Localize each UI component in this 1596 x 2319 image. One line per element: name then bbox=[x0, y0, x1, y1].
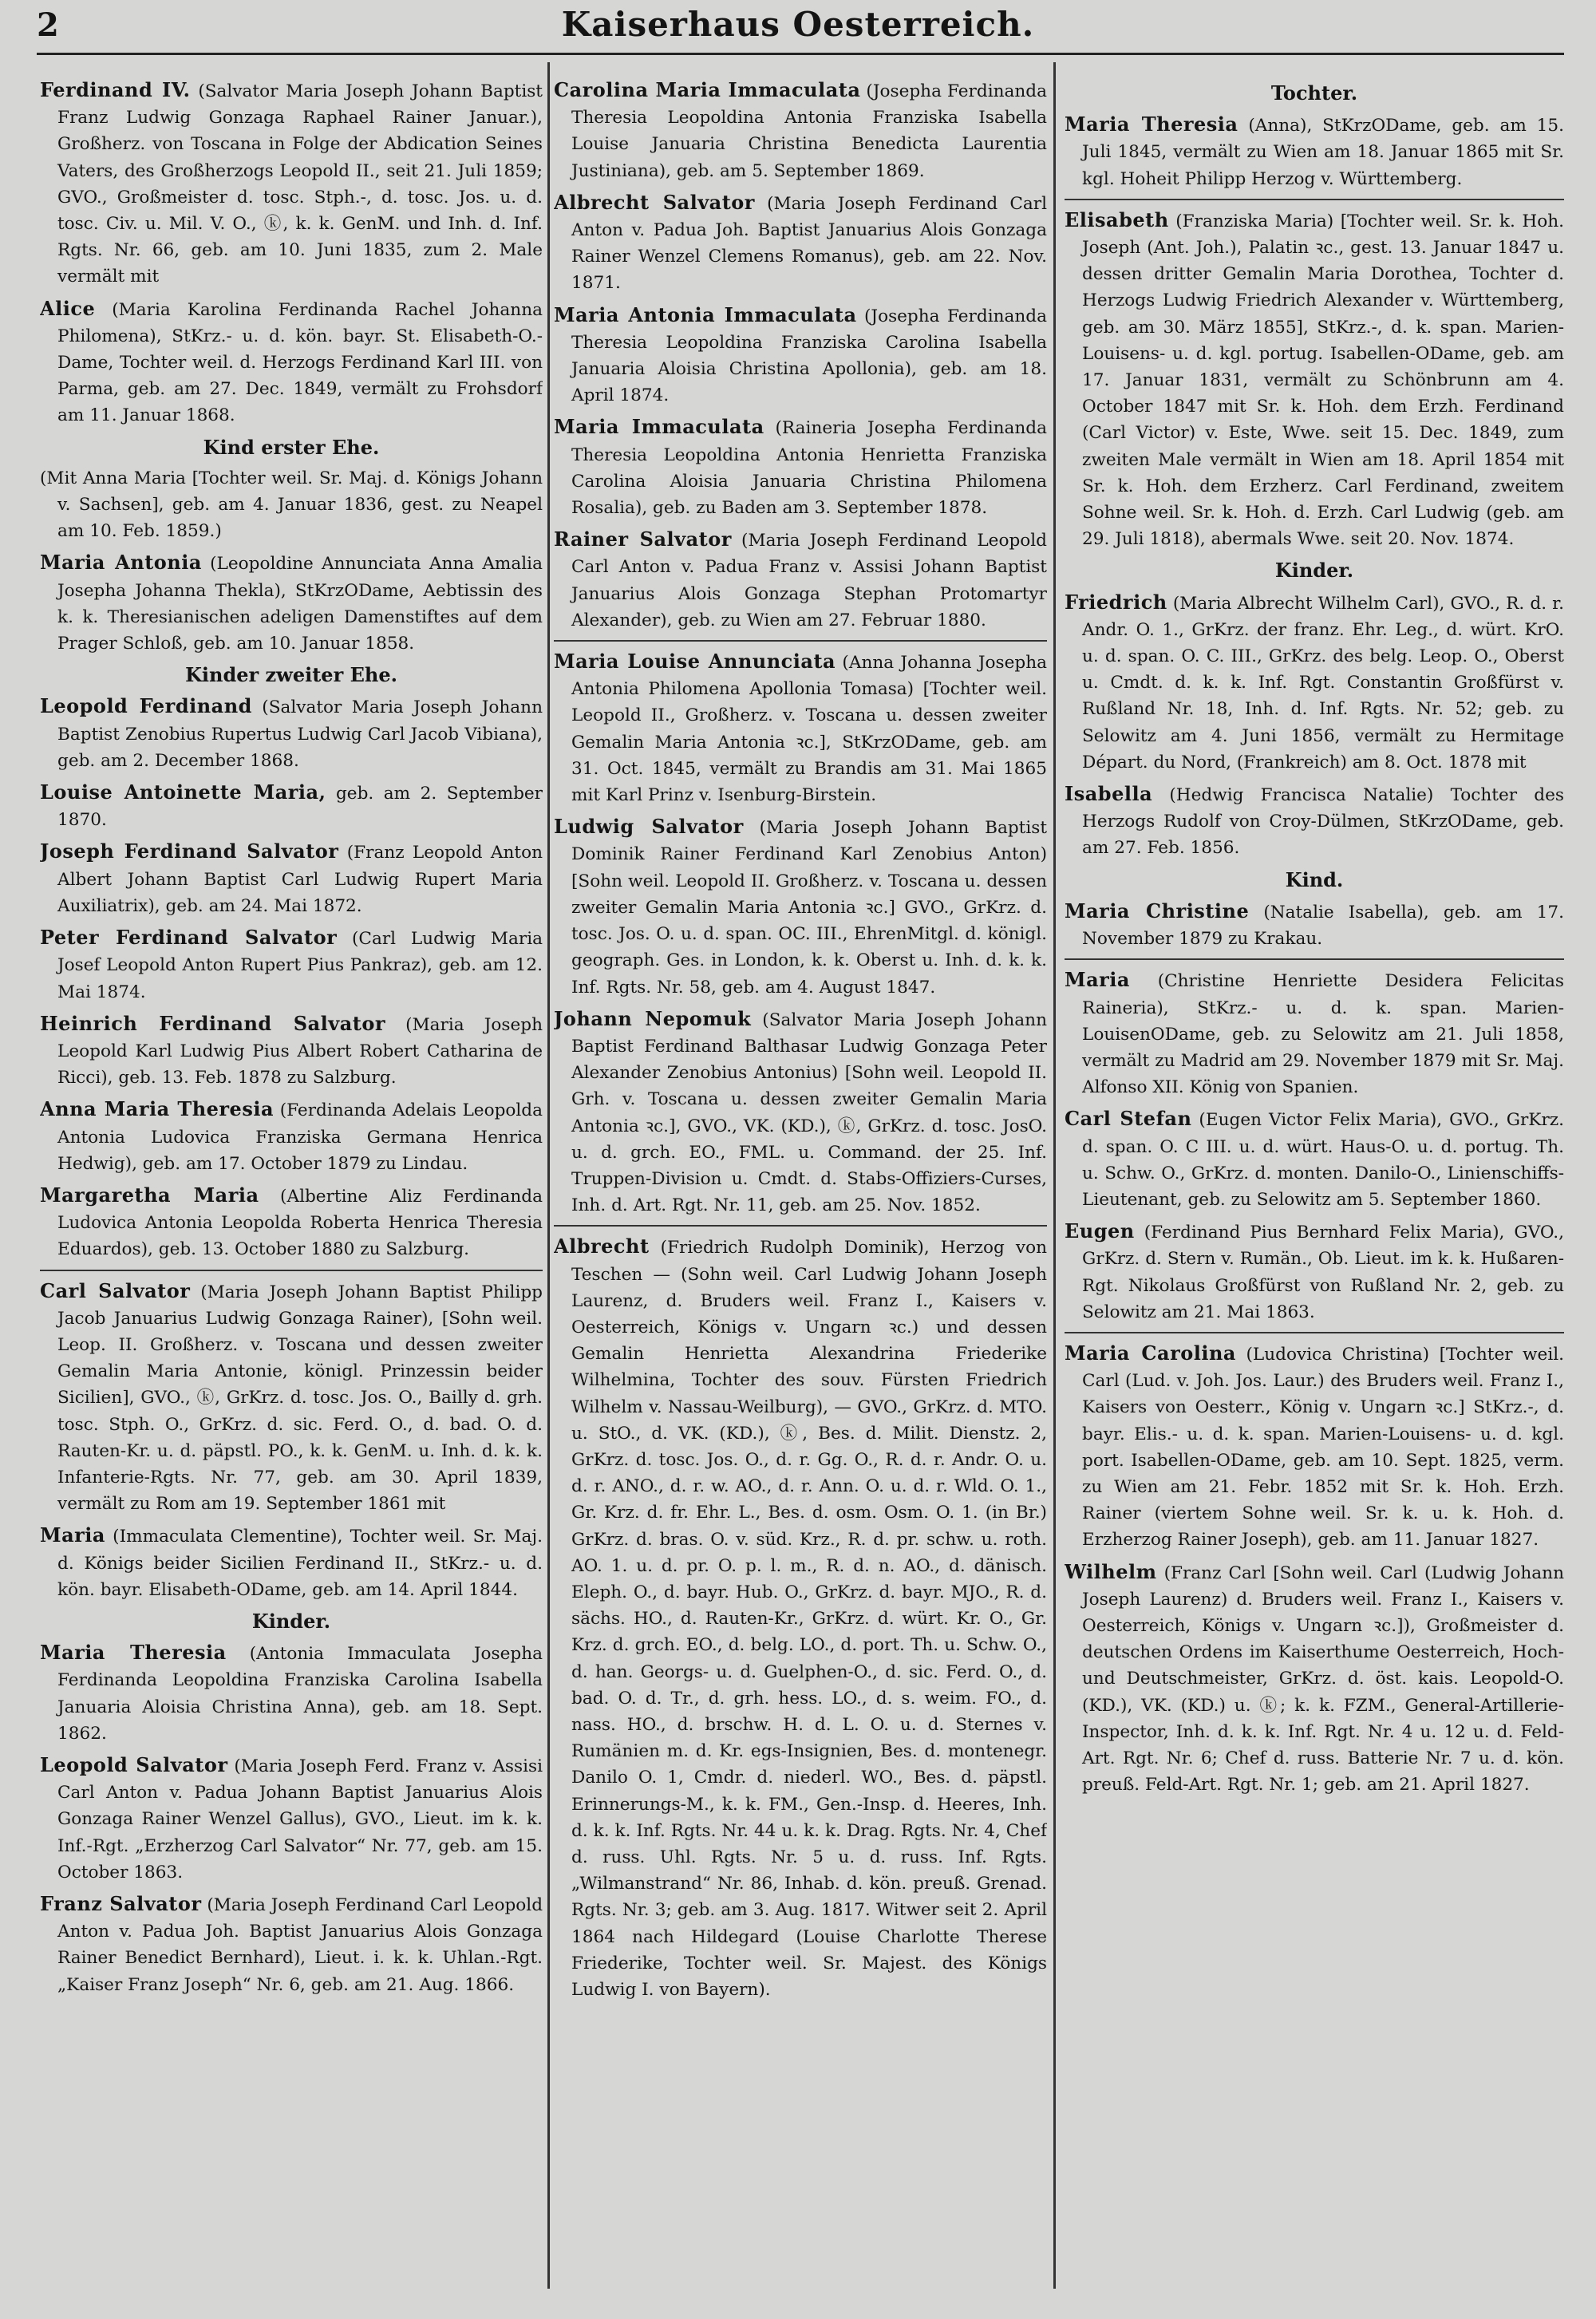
column-left bbox=[40, 77, 543, 2279]
entry-name: Ludwig Salvator bbox=[554, 815, 744, 839]
genealogy-entry bbox=[40, 549, 543, 657]
column-right bbox=[1065, 77, 1564, 2279]
entry-name: Maria Theresia bbox=[40, 1641, 227, 1665]
entry-name: Carl Stefan bbox=[1065, 1107, 1192, 1131]
entry-text: (Maria Albrecht Wilhelm Carl), GVO., R. d. r. Andr. O. 1., GrKrz. der franz. Ehr. Leg., d. würt. KrO. u. d. span. O. C. III., GrKrz. des belg. Leop. O., Oberst u. Cmdt. d. k. k. Inf. Rgt. Constantin Großfürst v. Rußland Nr. 18, Inh. d. Inf. Rgts. Nr. 52; geb. zu Selowitz am 4. Juni 1856, vermält zu Hermitage Départ. du Nord, (Frankreich) am 8. Oct. 1878 mit bbox=[1082, 593, 1564, 772]
entry-text: (Maria Joseph Ferdinand Carl Leopold Anton v. Padua Joh. Baptist Januarius Alois Gonzaga Rainer Benedict Bernhard), Lieut. i. k. k. Uhlan.-Rgt. „Kaiser Franz Joseph“ Nr. 6, geb. am 21. Aug. 1866. bbox=[57, 1895, 543, 1995]
entry-text: (Franz Leopold Anton Albert Johann Baptist Carl Ludwig Rupert Maria Auxiliatrix), geb. am 24. Mai 1872. bbox=[57, 843, 543, 916]
page-number: 2 bbox=[37, 6, 59, 44]
entry-name: Joseph Ferdinand Salvator bbox=[40, 840, 339, 863]
entry-text: (Mit Anna Maria [Tochter weil. Sr. Maj. d. Königs Johann v. Sachsen], geb. am 4. Januar 1836, gest. zu Neapel am 10. Feb. 1859.) bbox=[40, 468, 543, 542]
entry-text: geb. am 2. September 1870. bbox=[57, 784, 543, 831]
entry-name: Carl Salvator bbox=[40, 1278, 191, 1302]
genealogy-entry bbox=[554, 1005, 1047, 1219]
genealogy-entry bbox=[554, 77, 1047, 184]
genealogy-entry bbox=[40, 1522, 543, 1603]
genealogy-entry bbox=[554, 648, 1047, 808]
entry-text: (Josepha Ferdinanda Theresia Leopoldina Franziska Carolina Isabella Januaria Aloisia Christina Apollonia), geb. am 18. April 1874. bbox=[571, 306, 1047, 406]
genealogy-entry bbox=[1065, 966, 1564, 1100]
entry-text: (Salvator Maria Joseph Johann Baptist Franz Ludwig Gonzaga Raphael Rainer Januar.), Großherz. von Toscana in Folge der Abdication Seines Vaters, des Großherzogs Leopold II., seit 21. Juli 1859; GVO., Großmeister d. tosc. Stph.-, d. tosc. Jos. u. d. tosc. Civ. u. Mil. V. O., ⓚ, k. k. GenM. und Inh. d. Inf. Rgts. Nr. 66, geb. am 10. Juni 1835, zum 2. Male vermält mit bbox=[57, 81, 543, 287]
entry-name: Peter Ferdinand Salvator bbox=[40, 926, 338, 950]
entry-name: Alice bbox=[40, 296, 96, 320]
entry-name: Franz Salvator bbox=[40, 1892, 202, 1915]
entry-divider bbox=[1065, 199, 1564, 200]
section-heading: Kinder. bbox=[251, 1609, 331, 1633]
genealogy-entry bbox=[1065, 1105, 1564, 1213]
page-header bbox=[0, 0, 1596, 64]
entry-divider bbox=[1065, 958, 1564, 960]
entry-text: (Maria Karolina Ferdinanda Rachel Johanna Philomena), StKrz.- u. d. kön. bayr. St. Elisabeth-O.-Dame, Tochter weil. d. Herzogs Ferdinand Karl III. von Parma, geb. am 27. Dec. 1849, vermält zu Frohsdorf am 11. Januar 1868. bbox=[57, 299, 543, 426]
genealogy-entry bbox=[40, 693, 543, 774]
section-heading: Kind. bbox=[1285, 867, 1344, 891]
entry-name: Wilhelm bbox=[1065, 1559, 1157, 1583]
entry-name: Elisabeth bbox=[1065, 207, 1169, 231]
genealogy-entry bbox=[40, 295, 543, 429]
entry-name: Isabella bbox=[1065, 782, 1153, 806]
entry-name: Rainer Salvator bbox=[554, 527, 732, 551]
entry-text: (Friedrich Rudolph Dominik), Herzog von Teschen — (Sohn weil. Carl Ludwig Johann Joseph Laurenz, d. Bruders weil. Franz I., Kaisers v. Oesterreich, Königs v. Ungarn ꝛc.) und dessen Gemalin Henrietta Alexandrina Friederike Wilhelmina, Tochter des souv. Fürsten Friedrich Wilhelm v. Nassau-Weilburg), — GVO., GrKrz. d. MTO. u. StO., d. VK. (KD.), ⓚ, Bes. d. Milit. Dienstz. 2, GrKrz. d. tosc. Jos. O., d. r. Gg. O., R. d. r. Andr. O. u. d. r. ANO., d. r. w. AO., d. r. Ann. O. u. d. r. Wld. O. 1., Gr. Krz. d. fr. Ehr. L., Bes. d. osm. Osm. O. 1. (in Br.) GrKrz. d. bras. O. v. süd. Krz., R. d. pr. schw. u. roth. AO. 1. u. d. pr. O. p. l. m., R. d. n. AO., d. dänisch. Eleph. O., d. bayr. Hub. O., GrKrz. d. bayr. MJO., R. d. sächs. HO., d. Rauten-Kr., GrKrz. d. würt. Kr. O., Gr. Krz. d. grch. EO., d. belg. LO., d. port. Th. u. Schw. O., d. han. Georgs- u. d. Guelphen-O., d. sic. Ferd. O., d. bad. O. d. Tr., d. grh. hess. LO., d. s. weim. FO., d. nass. HO., d. brschw. H. d. L. O. u. d. Sternes v. Rumänien m. d. Kr. egs-Insignien, Bes. d. montenegr. Danilo O. 1, Cmdr. d. niederl. WO., Bes. d. päpstl. Erinnerungs-M., k. k. FM., Gen.-Insp. d. Heeres, Inh. d. k. k. Inf. Rgts. Nr. 44 u. k. k. Drag. Rgts. Nr. 4, Chef d. russ. Uhl. Rgts. Nr. 5 u. d. russ. Inf. Rgts. „Wilmanstrand“ Nr. 86, Inhab. d. kön. preuß. Grenad. Rgts. Nr. 3; geb. am 3. Aug. 1817. Witwer seit 2. April 1864 nach Hildegard (Louise Charlotte Therese Friederike, Tochter weil. Sr. Majest. des Königs Ludwig I. von Bayern). bbox=[571, 1238, 1047, 2001]
section-heading: Tochter. bbox=[1270, 81, 1358, 105]
genealogy-entry bbox=[40, 77, 543, 290]
genealogy-entry bbox=[1065, 1218, 1564, 1325]
entry-text: (Antonia Immaculata Josepha Ferdinanda Leopoldina Franziska Carolina Isabella Januaria Aloisia Christina Anna), geb. am 18. Sept. 1862. bbox=[57, 1644, 543, 1744]
entry-text: (Hedwig Francisca Natalie) Tochter des Herzogs Rudolf von Croy-Dülmen, StKrzODame, geb. am 27. Feb. 1856. bbox=[1082, 785, 1564, 859]
entry-text: (Maria Joseph Johann Baptist Philipp Jacob Januarius Ludwig Gonzaga Rainer), [Sohn weil. Leop. II. Großherz. v. Toscana und dessen zweiter Gemalin Maria Antonie, königl. Prinzessin beider Sicilien], GVO., ⓚ, GrKrz. d. tosc. Jos. O., Bailly d. grh. tosc. Stph. O., GrKrz. d. sic. Ferd. O., d. bad. O. d. Rauten-Kr. u. d. päpstl. PO., k. k. GenM. u. Inh. d. k. k. Infanterie-Rgts. Nr. 77, geb. am 30. April 1839, vermält zu Rom am 19. September 1861 mit bbox=[57, 1282, 543, 1515]
genealogy-entry bbox=[40, 465, 543, 545]
genealogy-entry bbox=[554, 526, 1047, 634]
entry-divider bbox=[554, 1225, 1047, 1227]
entry-name: Leopold Salvator bbox=[40, 1752, 228, 1776]
entry-text: (Josepha Ferdinanda Theresia Leopoldina Antonia Franziska Isabella Louise Januaria Christina Benedicta Laurentia Justiniana), geb. am 5. September 1869. bbox=[571, 81, 1047, 181]
entry-text: (Leopoldine Annunciata Anna Amalia Josepha Johanna Thekla), StKrzODame, Aebtissin des k. k. Theresianischen adeligen Damenstiftes auf dem Prager Schloß, geb. am 10. Januar 1858. bbox=[57, 554, 543, 654]
genealogy-entry bbox=[1065, 898, 1564, 952]
genealogy-entry bbox=[40, 924, 543, 1005]
entry-name: Louise Antoinette Maria, bbox=[40, 780, 326, 804]
entry-name: Ferdinand IV. bbox=[40, 78, 191, 101]
entry-text: (Franziska Maria) [Tochter weil. Sr. k. Hoh. Joseph (Ant. Joh.), Palatin ꝛc., gest. 13. Januar 1847 u. dessen dritter Gemalin Maria Dorothea, Tochter d. Herzogs Ludwig Friedrich Alexander v. Württemberg, geb. am 30. März 1855], StKrz.-, d. k. span. Marien-Louisens- u. d. kgl. portug. Isabellen-ODame, geb. am 17. Januar 1831, vermält zu Schönbrunn am 4. October 1847 mit Sr. k. Hoh. dem Erzh. Ferdinand (Carl Victor) v. Este, Wwe. seit 15. Dec. 1849, zum zweiten Male vermält in Wien am 18. April 1854 mit Sr. k. Hoh. dem Erzherz. Carl Ferdinand, zweitem Sohne weil. Sr. k. Hoh. d. Erzh. Carl Ludwig (geb. am 29. Juli 1818), abermals Wwe. seit 20. Nov. 1874. bbox=[1082, 211, 1564, 550]
entry-text: (Eugen Victor Felix Maria), GVO., GrKrz. d. span. O. C III. u. d. würt. Haus-O. u. d. portug. Th. u. Schw. O., GrKrz. d. monten. Danilo-O., Linienschiffs-Lieutenant, geb. zu Selowitz am 5. September 1860. bbox=[1082, 1110, 1564, 1210]
page-title: Kaiserhaus Oesterreich. bbox=[561, 5, 1035, 44]
entry-text: (Maria Joseph Ferdinand Carl Anton v. Padua Joh. Baptist Januarius Alois Gonzaga Rainer Wenzel Clemens Romanus), geb. am 22. Nov. 1871. bbox=[571, 193, 1047, 294]
genealogy-entry bbox=[1065, 111, 1564, 192]
section-heading: Kinder zweiter Ehe. bbox=[185, 663, 397, 687]
entry-name: Anna Maria Theresia bbox=[40, 1097, 275, 1121]
entry-text: (Maria Joseph Leopold Karl Ludwig Pius Albert Robert Catharina de Ricci), geb. 13. Feb. 1878 zu Salzburg. bbox=[57, 1014, 543, 1088]
entry-name: Albrecht Salvator bbox=[554, 190, 755, 214]
entry-name: Maria Antonia bbox=[40, 551, 202, 575]
entry-name: Maria Louise Annunciata bbox=[554, 650, 836, 674]
entry-name: Maria Immaculata bbox=[554, 415, 764, 439]
header-rule bbox=[37, 53, 1564, 55]
entry-divider bbox=[1065, 1332, 1564, 1333]
genealogy-entry bbox=[40, 838, 543, 919]
entry-name: Maria Antonia Immaculata bbox=[554, 302, 857, 326]
entry-text: (Ludovica Christina) [Tochter weil. Carl (Lud. v. Joh. Jos. Laur.) des Bruders weil. Franz I., Kaisers von Oesterr., König v. Ungarn ꝛc.] StKrz.-, d. bayr. Elis.- u. d. k. span. Marien-Louisens- u. d. kgl. port. Isabellen-ODame, geb. am 10. Sept. 1825, verm. zu Wien am 21. Febr. 1852 mit Sr. k. Hoh. Erzh. Rainer (viertem Sohne weil. Sr. k. u. k. Hoh. d. Erzherzog Rainer Joseph), geb. am 11. Januar 1827. bbox=[1082, 1344, 1564, 1551]
genealogy-entry bbox=[1065, 1559, 1564, 1799]
entry-name: Heinrich Ferdinand Salvator bbox=[40, 1011, 386, 1035]
entry-text: (Maria Joseph Ferd. Franz v. Assisi Carl Anton v. Padua Johann Baptist Januarius Alois Gonzaga Rainer Wenzel Gallus), GVO., Lieut. im k. k. Inf.-Rgt. „Erzherzog Carl Salvator“ Nr. 77, geb. am 15. October 1863. bbox=[57, 1756, 543, 1882]
genealogy-entry bbox=[554, 189, 1047, 297]
genealogy-entry bbox=[1065, 589, 1564, 776]
genealogy-entry bbox=[554, 302, 1047, 409]
entry-divider bbox=[554, 640, 1047, 642]
entry-text: (Maria Joseph Ferdinand Leopold Carl Anton v. Padua Franz v. Assisi Johann Baptist Januarius Alois Gonzaga Stephan Protomartyr Alexander), geb. zu Wien am 27. Februar 1880. bbox=[571, 531, 1047, 630]
genealogy-entry bbox=[40, 1010, 543, 1092]
entry-text: (Christine Henriette Desidera Felicitas Raineria), StKrz.- u. d. k. span. Marien-LouisenODame, geb. zu Selowitz am 21. Juli 1858, vermält zu Madrid am 29. November 1879 mit Sr. Maj. Alfonso XII. König von Spanien. bbox=[1082, 971, 1564, 1098]
genealogy-entry bbox=[554, 413, 1047, 521]
genealogy-entry bbox=[40, 1752, 543, 1886]
column-middle bbox=[554, 77, 1047, 2279]
entry-text: (Ferdinanda Adelais Leopolda Antonia Ludovica Franziska Germana Henrica Hedwig), geb. am 17. October 1879 zu Lindau. bbox=[57, 1100, 543, 1174]
genealogy-entry bbox=[554, 1233, 1047, 2003]
genealogy-entry bbox=[1065, 1340, 1564, 1554]
entry-name: Maria bbox=[1065, 968, 1130, 992]
entry-name: Leopold Ferdinand bbox=[40, 694, 252, 718]
entry-name: Maria bbox=[40, 1523, 105, 1547]
section-heading: Kinder. bbox=[1274, 559, 1354, 583]
genealogy-entry bbox=[40, 1890, 543, 1998]
entry-name: Maria Theresia bbox=[1065, 113, 1238, 136]
entry-text: (Salvator Maria Joseph Johann Baptist Zenobius Rupertus Ludwig Carl Jacob Vibiana), geb. am 2. December 1868. bbox=[57, 697, 543, 771]
entry-name: Maria Carolina bbox=[1065, 1341, 1236, 1365]
entry-name: Johann Nepomuk bbox=[554, 1006, 752, 1030]
entry-name: Eugen bbox=[1065, 1219, 1135, 1243]
entry-text: (Ferdinand Pius Bernhard Felix Maria), GVO., GrKrz. d. Stern v. Rumän., Ob. Lieut. im k. k. Hußaren-Rgt. Nikolaus Großfürst von Rußland Nr. 2, geb. zu Selowitz am 21. Mai 1863. bbox=[1082, 1223, 1564, 1322]
entry-text: (Carl Ludwig Maria Josef Leopold Anton Rupert Pius Pankraz), geb. am 12. Mai 1874. bbox=[57, 929, 543, 1002]
genealogy-entry bbox=[554, 813, 1047, 1000]
entry-text: (Salvator Maria Joseph Johann Baptist Ferdinand Balthasar Ludwig Gonzaga Peter Alexander Zenobius Antonius) [Sohn weil. Leopold II. Grh. v. Toscana u. dessen zweiter Gemalin Maria Antonia ꝛc.], GVO., VK. (KD.), ⓚ, GrKrz. d. tosc. JosO. u. d. grch. EO., FML. u. Command. der 25. Inf. Truppen-Division u. Cmdt. d. Stabs-Offiziers-Curses, Inh. d. Art. Rgt. Nr. 11, geb. am 25. Nov. 1852. bbox=[571, 1009, 1047, 1216]
genealogy-entry bbox=[1065, 207, 1564, 553]
genealogy-entry bbox=[40, 1639, 543, 1747]
entry-text: (Anna), StKrzODame, geb. am 15. Juli 1845, vermält zu Wien am 18. Januar 1865 mit Sr. kgl. Hoheit Philipp Herzog v. Württemberg. bbox=[1082, 116, 1564, 189]
column-divider bbox=[547, 62, 550, 2289]
section-heading: Kind erster Ehe. bbox=[203, 435, 380, 459]
genealogy-entry bbox=[1065, 780, 1564, 862]
entry-text: (Raineria Josepha Ferdinanda Theresia Leopoldina Antonia Henrietta Franziska Carolina Aloisia Januaria Christina Philomena Rosalia), geb. zu Baden am 3. September 1878. bbox=[571, 418, 1047, 519]
entry-text: (Franz Carl [Sohn weil. Carl (Ludwig Johann Joseph Laurenz) d. Bruders weil. Franz I., Kaisers v. Oesterreich, Königs v. Ungarn ꝛc.]), Großmeister d. deutschen Ordens im Kaiserthume Oesterreich, Hoch- und Deutschmeister, GrKrz. d. öst. kais. Leopold-O. (KD.), VK. (KD.) u. ⓚ; k. k. FZM., General-Artillerie-Inspector, Inh. d. k. k. Inf. Rgt. Nr. 4 u. 12 u. d. Feld-Art. Rgt. Nr. 6; Chef d. russ. Batterie Nr. 7 u. d. kön. preuß. Feld-Art. Rgt. Nr. 1; geb. am 21. April 1827. bbox=[1082, 1562, 1564, 1796]
column-divider bbox=[1053, 62, 1056, 2289]
entry-name: Carolina Maria Immaculata bbox=[554, 78, 861, 101]
entry-text: (Maria Joseph Johann Baptist Dominik Rainer Ferdinand Karl Zenobius Anton) [Sohn weil. Leopold II. Großherz. v. Toscana u. dessen zweiter Gemalin Maria Antonia ꝛc.] GVO., GrKrz. d. tosc. Jos. O. u. d. span. OC. III., EhrenMitgl. d. königl. geograph. Ges. in London, k. k. Oberst u. Inh. d. k. k. Inf. Rgts. Nr. 58, geb. am 4. August 1847. bbox=[571, 818, 1047, 998]
genealogy-entry bbox=[40, 1182, 543, 1263]
genealogy-entry bbox=[40, 779, 543, 833]
entry-name: Albrecht bbox=[554, 1235, 650, 1258]
entry-divider bbox=[40, 1270, 543, 1271]
genealogy-entry bbox=[40, 1278, 543, 1518]
entry-text: (Natalie Isabella), geb. am 17. November 1879 zu Krakau. bbox=[1082, 902, 1564, 950]
entry-name: Margaretha Maria bbox=[40, 1183, 259, 1207]
entry-text: (Albertine Aliz Ferdinanda Ludovica Antonia Leopolda Roberta Henrica Theresia Eduardos), geb. 13. October 1880 zu Salzburg. bbox=[57, 1186, 543, 1260]
entry-name: Friedrich bbox=[1065, 590, 1167, 614]
entry-name: Maria Christine bbox=[1065, 899, 1250, 922]
entry-text: (Immaculata Clementine), Tochter weil. Sr. Maj. d. Königs beider Sicilien Ferdinand II., StKrz.- u. d. kön. bayr. Elisabeth-ODame, geb. am 14. April 1844. bbox=[57, 1527, 543, 1600]
genealogy-entry bbox=[40, 1096, 543, 1177]
entry-text: (Anna Johanna Josepha Antonia Philomena Apollonia Tomasa) [Tochter weil. Leopold II., Großherz. v. Toscana u. dessen zweiter Gemalin Maria Antonia ꝛc.], StKrzODame, geb. am 31. Oct. 1845, vermält zu Brandis am 31. Mai 1865 mit Karl Prinz v. Isenburg-Birstein. bbox=[571, 653, 1047, 806]
